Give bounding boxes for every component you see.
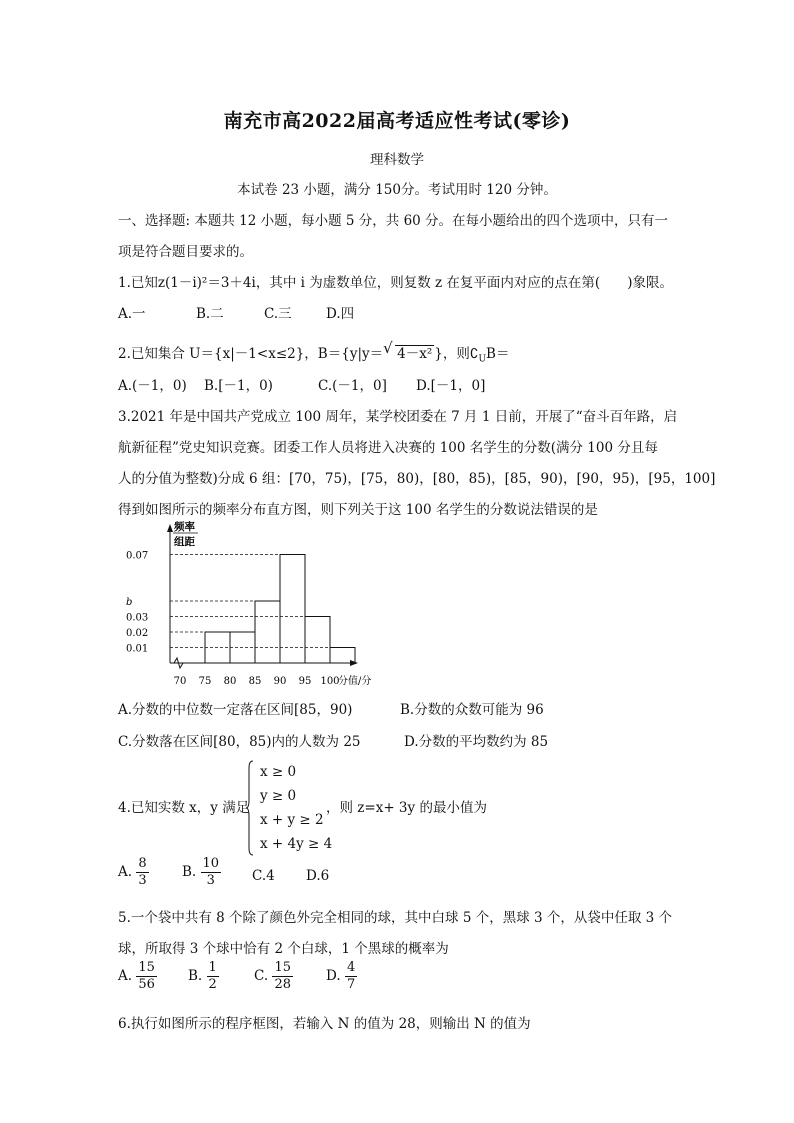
x-tick-label: 90 (273, 676, 287, 687)
question-1-option-a: A.一 (118, 306, 146, 322)
y-axis-label-bottom: 组距 (174, 536, 195, 548)
fraction-denominator: 7 (346, 977, 356, 992)
y-tick-label: 0.02 (126, 628, 149, 639)
x-tick-label: 70 (173, 676, 187, 687)
question-4-option-c: C.4 (252, 868, 275, 884)
question-2-option-a: A.(－1，0) (118, 378, 187, 394)
question-6-stem: 6.执行如图所示的程序框图，若输入 N 的值为 28，则输出 N 的值为 (118, 1016, 531, 1032)
fraction (136, 960, 157, 993)
complement-subscript: U (478, 354, 487, 365)
question-5-option-b (188, 960, 219, 993)
y-tick-labels (126, 551, 148, 655)
question-2-stem-part-c: B＝ (486, 346, 510, 362)
fraction-numerator: 15 (274, 960, 291, 975)
fraction (136, 856, 148, 889)
constraint-system (250, 760, 332, 856)
fraction-numerator: 8 (138, 856, 147, 871)
exam-title: 南充市高2022届高考适应性考试(零诊) (223, 110, 571, 132)
question-3-line1: 3.2021 年是中国共产党成立 100 周年，某学校团委在 7 月 1 日前，开展了“奋斗百年路，启 (118, 409, 678, 425)
y-tick-label: 0.01 (126, 643, 149, 655)
x-tick-label: 85 (248, 676, 262, 687)
exam-subject: 理科数学 (370, 152, 424, 168)
histogram-bar (255, 601, 280, 663)
histogram-bar (305, 617, 330, 664)
question-2-option-b: B.[－1，0) (204, 378, 273, 394)
option-b-label: B. (188, 968, 203, 984)
option-a-label: A. (118, 864, 133, 880)
question-1-option-c: C.三 (264, 306, 292, 322)
x-axis-arrow-icon (350, 660, 358, 666)
histogram-axes (167, 524, 358, 668)
fraction-numerator: 15 (138, 960, 155, 975)
question-4-stem-b: ，则 z=x+ 3y 的最小值为 (326, 800, 487, 816)
question-4-option-b (182, 856, 221, 889)
sqrt-expression (383, 339, 434, 362)
question-2-option-d: D.[－1，0] (416, 378, 486, 394)
x-tick-label: 100 (320, 676, 340, 687)
constraint-2: y ≥ 0 (260, 788, 297, 804)
y-tick-label: b (126, 597, 133, 608)
fraction-numerator: 10 (202, 856, 220, 871)
question-2-stem-part-b: }，则∁ (434, 346, 479, 362)
fraction-numerator: 1 (208, 960, 217, 975)
question-5-option-c (254, 960, 293, 993)
option-d-label: D. (326, 968, 341, 984)
question-5-option-a (118, 960, 157, 993)
fraction (201, 856, 222, 889)
y-tick-label: 0.03 (126, 612, 149, 624)
question-2-stem (118, 339, 510, 365)
fraction-denominator: 3 (138, 873, 147, 888)
question-1-option-b: B.二 (196, 306, 224, 322)
constraint-1: x ≥ 0 (260, 764, 297, 780)
sqrt-icon: √ (383, 339, 393, 357)
fraction-denominator: 56 (138, 977, 155, 992)
question-3-line3: 人的分值为整数)分成 6 组：[70，75)，[75，80)，[80，85)，[85，90)，[90，95)，[95，100] (118, 471, 716, 487)
question-5-line2: 球，所取得 3 个球中恰有 2 个白球，1 个黑球的概率为 (118, 941, 449, 957)
constraint-4: x + 4y ≥ 4 (260, 836, 333, 852)
question-3-option-b: B.分数的众数可能为 96 (400, 702, 544, 718)
y-tick-label: 0.07 (126, 550, 149, 562)
question-1-stem: 1.已知z(1－i)²＝3＋4i，其中 i 为虚数单位，则复数 z 在复平面内对应的点在第( )象限。 (118, 275, 673, 291)
question-5-line1: 5.一个袋中共有 8 个除了颜色外完全相同的球，其中白球 5 个，黑球 3 个，从袋中任取 3 个 (118, 910, 673, 926)
question-3-option-c: C.分数落在区间[80，85)内的人数为 25 (118, 734, 361, 750)
constraint-3: x + y ≥ 2 (260, 812, 324, 828)
histogram-bar (280, 555, 305, 664)
fraction-denominator: 3 (206, 873, 215, 888)
question-3-option-a: A.分数的中位数一定落在区间[85，90) (118, 702, 353, 718)
x-tick-label: 95 (298, 676, 312, 687)
exam-note: 本试卷 23 小题，满分 150分。考试用时 120 分钟。 (237, 182, 557, 198)
x-axis-label: 分值/分 (338, 676, 372, 687)
fraction-denominator: 28 (274, 977, 291, 992)
question-4-option-d: D.6 (306, 868, 330, 884)
question-3-option-d: D.分数的平均数约为 85 (404, 734, 549, 750)
option-c-label: C. (254, 968, 269, 984)
fraction (207, 960, 219, 993)
fraction (345, 960, 357, 993)
x-tick-labels (174, 676, 340, 687)
x-tick-label: 80 (223, 676, 237, 687)
option-a-label: A. (118, 968, 133, 984)
question-1-option-d: D.四 (326, 306, 355, 322)
section-instruction-line2: 项是符合题目要求的。 (118, 244, 253, 260)
fraction (272, 960, 293, 993)
question-4-stem-a: 4.已知实数 x，y 满足 (118, 800, 250, 816)
y-axis-arrow-icon (167, 524, 173, 532)
option-b-label: B. (182, 864, 197, 880)
question-2-stem-part-a: 2.已知集合 U＝{x|－1<x≤2}，B＝{y|y＝ (118, 346, 384, 362)
question-4-option-a (118, 856, 149, 889)
question-5-option-d (326, 960, 357, 993)
fraction-numerator: 4 (346, 960, 356, 975)
question-3-line4: 得到如图所示的频率分布直方图，则下列关于这 100 名学生的分数说法错误的是 (118, 502, 598, 518)
x-tick-label: 75 (198, 676, 212, 687)
question-2-option-c: C.(－1，0] (318, 378, 387, 394)
y-axis-label-top: 频率 (174, 521, 195, 533)
section-instruction-line1: 一、选择题: 本题共 12 小题，每小题 5 分，共 60 分。在每小题给出的四个选项中，只有一 (118, 213, 669, 229)
question-3-line2: 航新征程”党史知识竞赛。团委工作人员将进入决赛的 100 名学生的分数(满分 100 分且每 (118, 440, 658, 456)
histogram-bars (205, 555, 355, 664)
frequency-histogram (118, 518, 378, 690)
sqrt-radicand: 4－x² (397, 346, 433, 362)
fraction-denominator: 2 (208, 977, 217, 992)
